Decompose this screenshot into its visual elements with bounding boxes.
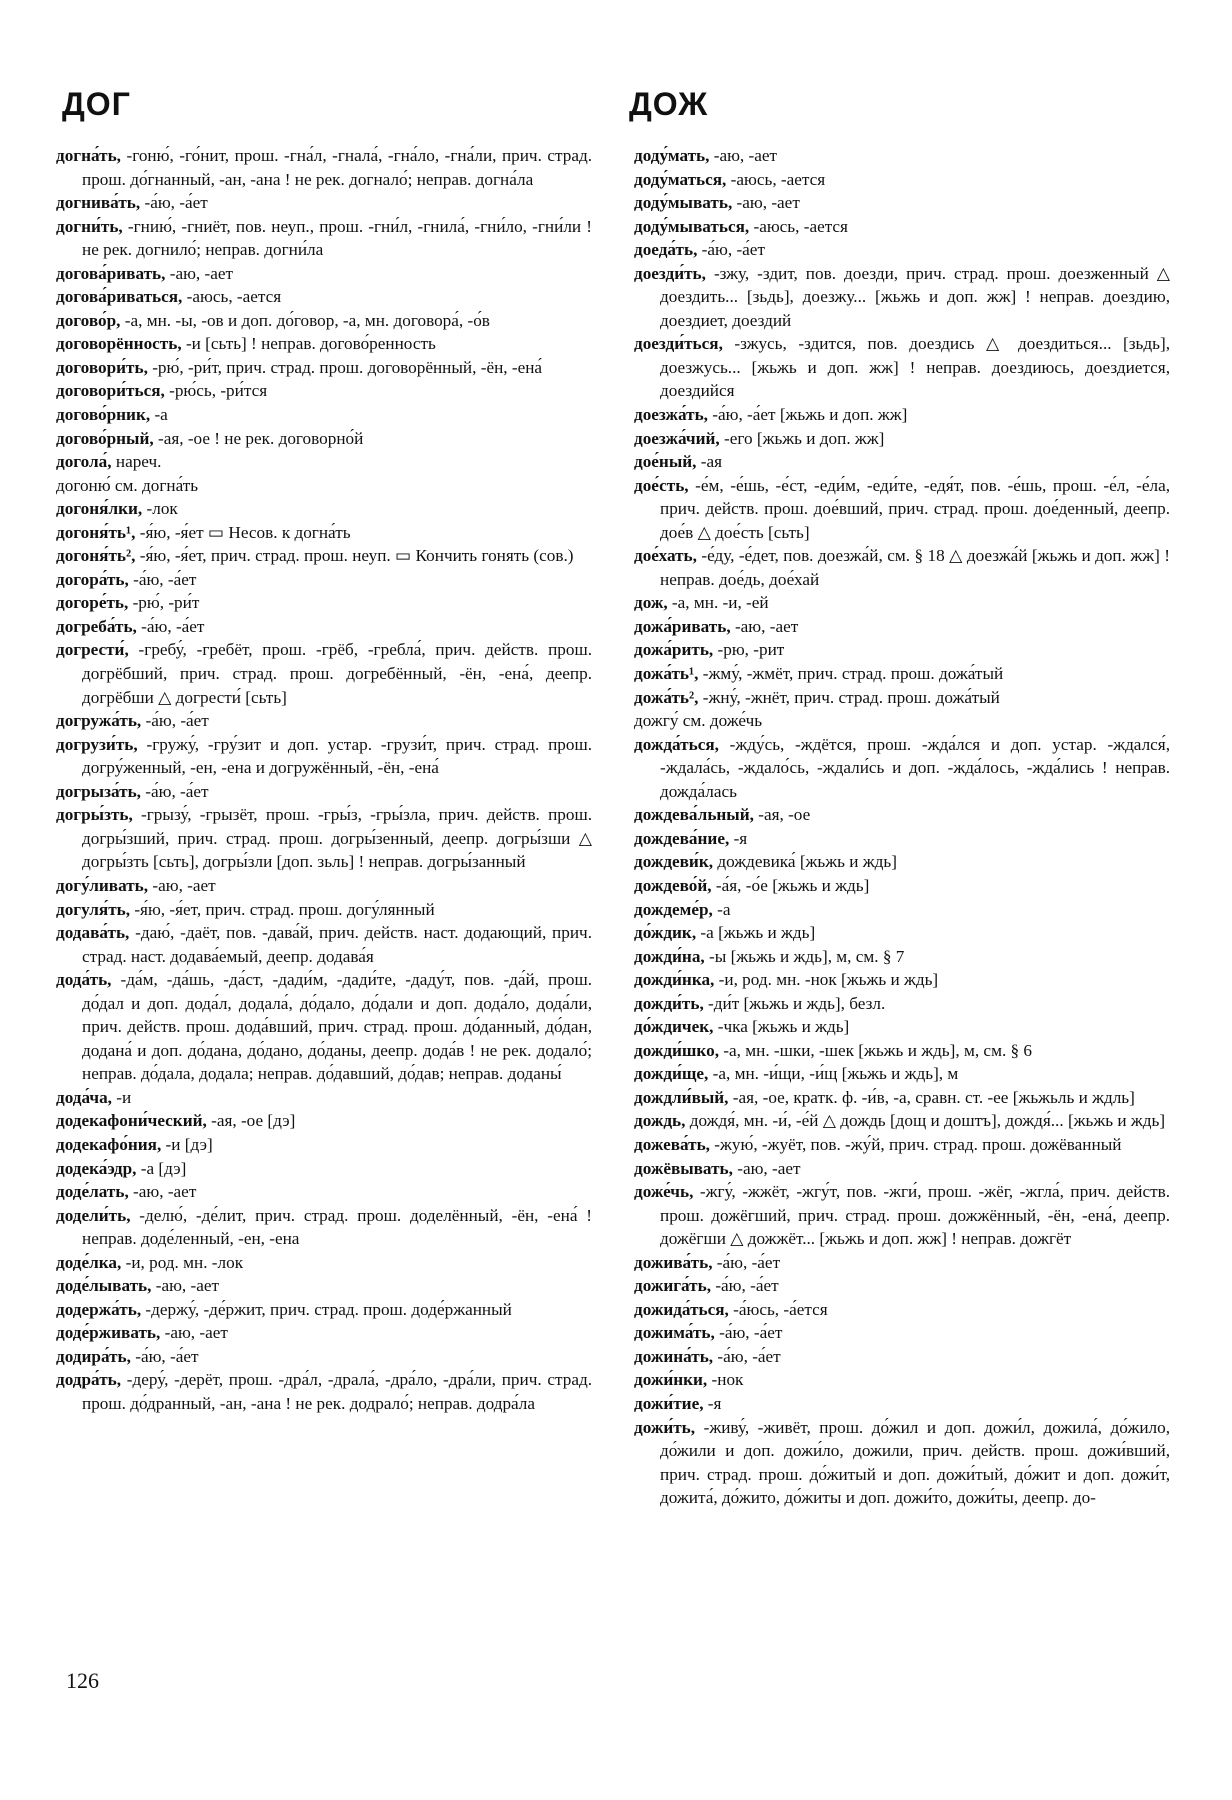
dictionary-entry	[56, 874, 592, 898]
entry-text: дождевика́ [жьжь и ждь]	[713, 852, 897, 872]
entry-text: -ая, -ое, кратк. ф. -и́в, -а, сравн. ст. -ее [жьжьль и ждль]	[728, 1087, 1135, 1107]
dictionary-entry	[634, 1015, 1170, 1039]
headword: доде́рживать,	[56, 1323, 161, 1343]
headword: догоня́ть²,	[56, 546, 136, 566]
entry-text: -аю, -ает	[165, 263, 234, 283]
dictionary-entry	[56, 1109, 592, 1133]
entry-text: -его [жьжь и доп. жж]	[719, 428, 885, 448]
entry-text: -а́ю, -а́ет [жьжь и доп. жж]	[707, 405, 908, 425]
headword: доду́мывать,	[634, 193, 733, 213]
dictionary-entry	[634, 191, 1170, 215]
dictionary-entry	[634, 332, 1170, 403]
dictionary-entry	[634, 803, 1170, 827]
dictionary-entry	[634, 144, 1170, 168]
headword: дожёвывать,	[634, 1158, 733, 1178]
headword: додекафони́ческий,	[56, 1111, 207, 1131]
entry-text: -зжу, -здит, пов. доезди, прич. страд. прош. доезженный △ доездить... [зьдь], доезжу... [жьжь и доп. жж] ! неправ. доездию, доездиет, доездий	[660, 263, 1170, 330]
dictionary-entry	[56, 1086, 592, 1110]
headword: дое́сть,	[634, 475, 689, 495]
headword: дода́ча,	[56, 1087, 112, 1107]
dictionary-entry	[634, 1133, 1170, 1157]
headword: додели́ть,	[56, 1205, 131, 1225]
headword: дожина́ть,	[634, 1346, 714, 1366]
dictionary-entry	[634, 827, 1170, 851]
dictionary-entry	[634, 1368, 1170, 1392]
headword: догуля́ть,	[56, 899, 131, 919]
dictionary-entry	[56, 591, 592, 615]
header-left: ДОГ	[62, 86, 131, 122]
dictionary-entry	[634, 874, 1170, 898]
headword: договори́ться,	[56, 381, 165, 401]
headword: договорённость,	[56, 334, 182, 354]
dictionary-entry	[56, 356, 592, 380]
headword: догреба́ть,	[56, 616, 137, 636]
headword: доезди́ться,	[634, 334, 723, 354]
headword: доде́лка,	[56, 1252, 122, 1272]
dictionary-entry	[634, 1321, 1170, 1345]
headword: доеда́ть,	[634, 240, 698, 260]
dictionary-entry	[56, 921, 592, 968]
headword: дождево́й,	[634, 875, 712, 895]
entry-text: -деру́, -дерёт, прош. -дра́л, -драла́, -дра́ло, -дра́ли, прич. страд. прош. до́дранный, -ан, -ана ! не рек. додрало́; неправ. додра́ла	[82, 1370, 592, 1413]
headword: доду́маться,	[634, 169, 727, 189]
headword: дожива́ть,	[634, 1252, 713, 1272]
dictionary-entry	[56, 1368, 592, 1415]
headword: догрыза́ть,	[56, 781, 141, 801]
entry-text: -а, мн. -и, -ей	[667, 593, 769, 613]
entry-text: -а, мн. -ы, -ов и доп. до́говор, -а, мн. договора́, -о́в	[120, 310, 490, 330]
dictionary-entry	[634, 168, 1170, 192]
dictionary-entry	[56, 144, 592, 191]
headword: дожева́ть,	[634, 1134, 710, 1154]
entry-text: -живу́, -живёт, прош. до́жил и доп. дожи́л, дожила́, до́жило, до́жили и доп. дожи́ло, дожили, прич. действ. прош. дожи́вший, прич. страд. прош. до́житый и доп. дожи́тый, до́жит и доп. дожи́т, дожита́, до́жито, до́житы и доп. дожи́то, дожи́ты, деепр. до-	[660, 1417, 1170, 1508]
entry-text: -рю́, -ри́т	[128, 593, 200, 613]
headword: догоня́ть¹,	[56, 522, 136, 542]
headword: дожа́ривать,	[634, 616, 731, 636]
headword: додержа́ть,	[56, 1299, 142, 1319]
entry-text: -гружу́, -гру́зит и доп. устар. -грузи́т, прич. страд. прош. догру́женный, -ен, -ена и догружённый, -ён, -ена́	[82, 734, 592, 778]
entry-text: -жду́сь, -ждётся, прош. -жда́лся и доп. устар. -ждался́, -ждала́сь, -ждало́сь, -ждали́сь и доп. -жда́лось, -жда́лись ! неправ. дожда́лась	[660, 734, 1170, 801]
entry-text: -ая, -ое	[753, 805, 811, 825]
headword: догни́ть,	[56, 216, 123, 236]
dictionary-entry	[56, 191, 592, 215]
headword: дожди́ть,	[634, 993, 704, 1013]
headword: дожди́на,	[634, 946, 705, 966]
headword: догрузи́ть,	[56, 734, 138, 754]
dictionary-entry	[634, 638, 1170, 662]
entry-text: догоню́ см. догна́ть	[56, 475, 199, 495]
headword: догу́ливать,	[56, 875, 149, 895]
headword: до́ждик,	[634, 923, 697, 943]
entry-text: -аюсь, -ается	[749, 216, 848, 236]
entry-text: -аю, -ает	[709, 146, 777, 165]
headword: дожи́тие,	[634, 1393, 704, 1413]
entry-text: -ая	[696, 452, 723, 472]
entry-text: нареч.	[111, 452, 162, 472]
dictionary-entry	[634, 215, 1170, 239]
dictionary-entry	[634, 1062, 1170, 1086]
dictionary-entry	[56, 780, 592, 804]
entry-text: -и [сьть] ! неправ. догово́ренность	[181, 334, 436, 354]
dictionary-entry	[634, 262, 1170, 333]
dictionary-entry	[634, 850, 1170, 874]
entry-text: -а́ю, -а́ет	[128, 569, 197, 589]
dictionary-entry	[56, 262, 592, 286]
entry-text: -и, род. мн. -нок [жьжь и ждь]	[714, 970, 939, 990]
headword: дождева́ние,	[634, 828, 730, 848]
entry-text: -да́м, -да́шь, -да́ст, -дади́м, -дади́те, -даду́т, пов. -да́й, прош. до́дал и доп. дода́л, додала́, до́дало, до́дали и доп. дода́ло, дода́ли, прич. действ. прош. дода́вший, прич. страд. прош. до́данный, до́дан, додана́ и доп. до́дана, до́дано, до́даны, деепр. дода́в ! не рек. додало́; неправ. до́дала, додала; неправ. до́давший, до́дав; неправ. доданы́	[82, 970, 592, 1084]
entry-text: -а́я, -о́е [жьжь и ждь]	[711, 875, 870, 895]
headword: догоре́ть,	[56, 593, 129, 613]
entry-text: -рю́, -ри́т, прич. страд. прош. договорённый, -ён, -ена́	[147, 357, 543, 377]
entry-text: -делю́, -де́лит, прич. страд. прош. доделённый, -ён, -ена́ ! неправ. доде́ленный, -ен, -ена	[82, 1205, 592, 1249]
entry-text: -аю, -ает	[128, 1182, 197, 1202]
headword: до́ждичек,	[634, 1017, 714, 1037]
headword: догна́ть,	[56, 146, 121, 165]
dictionary-entry	[634, 1392, 1170, 1416]
entry-text: -а, мн. -и́щи, -и́щ [жьжь и ждь], м	[708, 1064, 959, 1084]
headword: догора́ть,	[56, 569, 129, 589]
headword: доезжа́ть,	[634, 405, 708, 425]
entry-text: -аю, -ает	[148, 875, 216, 895]
entry-text: -а	[150, 405, 168, 425]
dictionary-entry	[56, 332, 592, 356]
left-column	[56, 144, 592, 1416]
headword: догружа́ть,	[56, 711, 142, 731]
entry-text: -грызу́, -грызёт, прош. -гры́з, -гры́зла, прич. действ. прош. догры́зший, прич. страд. прош. догры́зенный, деепр. догры́зши △ догры́зть [сьть], догры́зли [доп. зьль] ! неправ. догры́занный	[82, 805, 592, 872]
headword: доже́чь,	[634, 1182, 694, 1202]
entry-text: -я́ю, -я́ет, прич. страд. прош. неуп. ▭ Кончить гонять (сов.)	[135, 546, 574, 566]
headword: дождь,	[634, 1111, 686, 1131]
entry-text: -чка [жьжь и ждь]	[713, 1017, 850, 1037]
dictionary-entry	[56, 309, 592, 333]
dictionary-entry	[56, 1274, 592, 1298]
headword: дожида́ться,	[634, 1299, 729, 1319]
headword: дода́ть,	[56, 970, 112, 990]
dictionary-entry	[56, 403, 592, 427]
headword: догнива́ть,	[56, 193, 141, 213]
headword: доезди́ть,	[634, 263, 706, 283]
entry-text: дождя́, мн. -и́, -е́й △ дождь [дощ и доштъ], дождя́... [жьжь и ждь]	[685, 1111, 1166, 1131]
entry-text: -я́ю, -я́ет, прич. страд. прош. догу́лянный	[130, 899, 435, 919]
entry-text: -аю, -ает	[730, 616, 799, 636]
dictionary-entry	[56, 1321, 592, 1345]
entry-text: -аю, -ает	[151, 1276, 220, 1296]
entry-text: -аю, -ает	[160, 1323, 228, 1343]
dictionary-entry	[634, 1345, 1170, 1369]
headword: дожа́рить,	[634, 640, 714, 660]
headword: догры́зть,	[56, 805, 133, 825]
headword: доезжа́чий,	[634, 428, 720, 448]
dictionary-entry	[634, 1109, 1170, 1133]
header-right: ДОЖ	[629, 86, 709, 122]
dictionary-entry	[634, 733, 1170, 804]
dictionary-entry	[56, 450, 592, 474]
dictionary-entry	[634, 474, 1170, 545]
entry-text: -а, мн. -шки, -шек [жьжь и ждь], м, см. § 6	[719, 1040, 1033, 1060]
headword: додира́ть,	[56, 1346, 131, 1366]
dictionary-entry	[56, 474, 592, 498]
dictionary-entry	[634, 662, 1170, 686]
dictionary-entry	[56, 615, 592, 639]
entry-text: -жгу́, -жжёт, -жгу́т, пов. -жги́, прош. -жёг, -жгла́, прич. действ. прош. дожёгший, прич. страд. прош. дожжённый, -ён, -ена́, деепр. дожёгши △ дожжёт... [жьжь и доп. жж] ! неправ. дожгёт	[660, 1182, 1170, 1249]
dictionary-entry	[634, 709, 1170, 733]
dictionary-entry	[56, 733, 592, 780]
headword: додекафо́ния,	[56, 1134, 162, 1154]
entry-text: -а́ю, -а́ет	[140, 193, 208, 213]
headword: дожди́нка,	[634, 970, 715, 990]
entry-text: -жну́, -жнёт, прич. страд. прош. дожа́тый	[698, 687, 1000, 707]
entry-text: -зжусь, -здится, пов. доездись △ доездиться... [зьдь], доезжусь... [жьжь и доп. жж] ! неправ. доездиюсь, доездиется, доездийся	[660, 334, 1170, 401]
entry-text: -е́ду, -е́дет, пов. доезжа́й, см. § 18 △ доезжа́й [жьжь и доп. жж] ! неправ. дое́дь, дое́хай	[660, 546, 1170, 589]
headword: доду́мать,	[634, 146, 710, 165]
dictionary-entry	[56, 898, 592, 922]
dictionary-entry	[634, 427, 1170, 451]
entry-text: -ди́т [жьжь и ждь], безл.	[703, 993, 886, 1013]
headword: дождеме́р,	[634, 899, 713, 919]
dictionary-entry	[634, 238, 1170, 262]
headword: дожда́ться,	[634, 734, 719, 754]
dictionary-entry	[634, 450, 1170, 474]
entry-text: -а́ю, -а́ет	[136, 616, 205, 636]
right-column	[634, 144, 1170, 1510]
headword: доде́лывать,	[56, 1276, 152, 1296]
entry-text: -рю, -рит	[713, 640, 785, 660]
entry-text: -а́ю, -а́ет	[714, 1323, 783, 1343]
entry-text: -а́ю, -а́ет	[130, 1346, 199, 1366]
headword: дожи́ть,	[634, 1417, 696, 1437]
dictionary-entry	[634, 591, 1170, 615]
entry-text: -аю, -ает	[732, 1158, 801, 1178]
entry-text: -и, род. мн. -лок	[121, 1252, 244, 1272]
entry-text: -жму́, -жмёт, прич. страд. прош. дожа́тый	[698, 664, 1004, 684]
dictionary-entry	[56, 1133, 592, 1157]
entry-text: -гребу́, -гребёт, прош. -грёб, -гребла́, прич. действ. прош. догрёбший, прич. страд. прош. догребённый, -ён, -ена́, деепр. догрёбши △ догрести́ [сьть]	[82, 640, 592, 707]
headword: додава́ть,	[56, 923, 130, 943]
entry-text: -я	[703, 1393, 722, 1413]
dictionary-entry	[634, 921, 1170, 945]
dictionary-entry	[56, 709, 592, 733]
headword: догово́рный,	[56, 428, 154, 448]
dictionary-entry	[634, 968, 1170, 992]
page-number: 126	[66, 1668, 99, 1693]
entry-text: -а́ю, -а́ет	[697, 240, 765, 260]
dictionary-entry	[56, 803, 592, 874]
dictionary-entry	[56, 544, 592, 568]
entry-text: -держу́, -де́ржит, прич. страд. прош. доде́ржанный	[141, 1299, 512, 1319]
dictionary-entry	[56, 1251, 592, 1275]
dictionary-entry	[634, 686, 1170, 710]
headword: дожима́ть,	[634, 1323, 715, 1343]
dictionary-entry	[56, 427, 592, 451]
dictionary-entry	[634, 1039, 1170, 1063]
entry-text: -а́ю, -а́ет	[140, 781, 209, 801]
dictionary-entry	[634, 615, 1170, 639]
entry-text: -гнию́, -гниёт, пов. неуп., прош. -гни́л, -гнила́, -гни́ло, -гни́ли ! не рек. догнило́; неправ. догни́ла	[82, 216, 592, 260]
dictionary-entry	[56, 379, 592, 403]
dictionary-entry	[634, 992, 1170, 1016]
entry-text: -а́юсь, -а́ется	[728, 1299, 828, 1319]
entry-text: -аюсь, -ается	[182, 287, 282, 307]
headword: додека́эдр,	[56, 1158, 137, 1178]
dictionary-entry	[634, 898, 1170, 922]
headword: дождеви́к,	[634, 852, 714, 872]
entry-text: -аю, -ает	[732, 193, 800, 213]
dictionary-entry	[56, 1157, 592, 1181]
headword: дое́ный,	[634, 452, 697, 472]
headword: догола́,	[56, 452, 112, 472]
dictionary-entry	[634, 1086, 1170, 1110]
headword: догова́риваться,	[56, 287, 183, 307]
dictionary-entry	[56, 1345, 592, 1369]
dictionary-entry	[56, 285, 592, 309]
headword: догрести́,	[56, 640, 129, 660]
entry-text: -ая, -ое [дэ]	[206, 1111, 296, 1131]
dictionary-entry	[56, 968, 592, 1086]
dictionary-entry	[56, 1180, 592, 1204]
headword: дожига́ть,	[634, 1276, 712, 1296]
dictionary-entry	[634, 403, 1170, 427]
entry-text: -ая, -ое ! не рек. договорно́й	[153, 428, 364, 448]
entry-text: -рю́сь, -ри́тся	[164, 381, 268, 401]
headword: догоня́лки,	[56, 499, 143, 519]
entry-text: -а	[712, 899, 731, 919]
headword: дождли́вый,	[634, 1087, 729, 1107]
entry-text: -нок	[707, 1370, 744, 1390]
entry-text: -жую́, -жуёт, пов. -жу́й, прич. страд. прош. дожёванный	[709, 1134, 1122, 1154]
entry-text: -а́ю, -а́ет	[711, 1276, 779, 1296]
dictionary-entry	[634, 544, 1170, 591]
headword: дожди́ще,	[634, 1064, 709, 1084]
entry-text: -е́м, -е́шь, -е́ст, -еди́м, -еди́те, -едя́т, пов. -е́шь, прош. -е́л, -е́ла, прич. действ. прош. дое́вший, прич. страд. прош. дое́денный, деепр. дое́в △ дое́сть [сьть]	[660, 475, 1170, 542]
dictionary-entry	[56, 497, 592, 521]
headword: дожа́ть¹,	[634, 664, 699, 684]
entry-text: -а́ю, -а́ет	[141, 711, 209, 731]
entry-text: -гоню́, -го́нит, прош. -гна́л, -гнала́, -гна́ло, -гна́ли, прич. страд. прош. до́гнанный, -ан, -ана ! не рек. догнало́; неправ. догна́ла	[82, 146, 592, 189]
headword: додра́ть,	[56, 1370, 122, 1390]
entry-text: -я́ю, -я́ет ▭ Несов. к догна́ть	[135, 522, 351, 542]
entry-text: -лок	[142, 499, 178, 519]
headword: догова́ривать,	[56, 263, 166, 283]
headword: доде́лать,	[56, 1182, 129, 1202]
dictionary-entry	[56, 638, 592, 709]
headword: дождева́льный,	[634, 805, 754, 825]
dictionary-entry	[56, 568, 592, 592]
headword: договори́ть,	[56, 357, 148, 377]
entry-text: -ы [жьжь и ждь], м, см. § 7	[704, 946, 905, 966]
dictionary-entry	[634, 1157, 1170, 1181]
headword: дое́хать,	[634, 546, 697, 566]
dictionary-entry	[634, 1180, 1170, 1251]
headword: дожа́ть²,	[634, 687, 699, 707]
dictionary-entry	[634, 1298, 1170, 1322]
headword: дожи́нки,	[634, 1370, 708, 1390]
headword: догово́рник,	[56, 405, 151, 425]
dictionary-entry	[56, 521, 592, 545]
entry-text: -а́ю, -а́ет	[712, 1252, 781, 1272]
entry-text: -и	[111, 1087, 132, 1107]
entry-text: -аюсь, -ается	[726, 169, 826, 189]
headword: дож,	[634, 593, 668, 613]
entry-text: -и [дэ]	[161, 1134, 213, 1154]
dictionary-entry	[634, 1416, 1170, 1510]
dictionary-entry	[634, 945, 1170, 969]
dictionary-entry	[56, 215, 592, 262]
dictionary-entry	[56, 1298, 592, 1322]
entry-text: -а́ю, -а́ет	[713, 1346, 781, 1366]
headword: догово́р,	[56, 310, 121, 330]
entry-text: -даю́, -даёт, пов. -дава́й, прич. действ. наст. додающий, прич. страд. наст. додава́емый, деепр. додава́я	[82, 923, 592, 966]
dictionary-entry	[634, 1251, 1170, 1275]
headword: доду́мываться,	[634, 216, 750, 236]
entry-text: дожгу́ см. доже́чь	[634, 711, 763, 731]
dictionary-entry	[56, 1204, 592, 1251]
entry-text: -а [дэ]	[136, 1158, 187, 1178]
dictionary-entry	[634, 1274, 1170, 1298]
entry-text: -я	[729, 828, 748, 848]
headword: дожди́шко,	[634, 1040, 719, 1060]
entry-text: -а [жьжь и ждь]	[696, 923, 816, 943]
